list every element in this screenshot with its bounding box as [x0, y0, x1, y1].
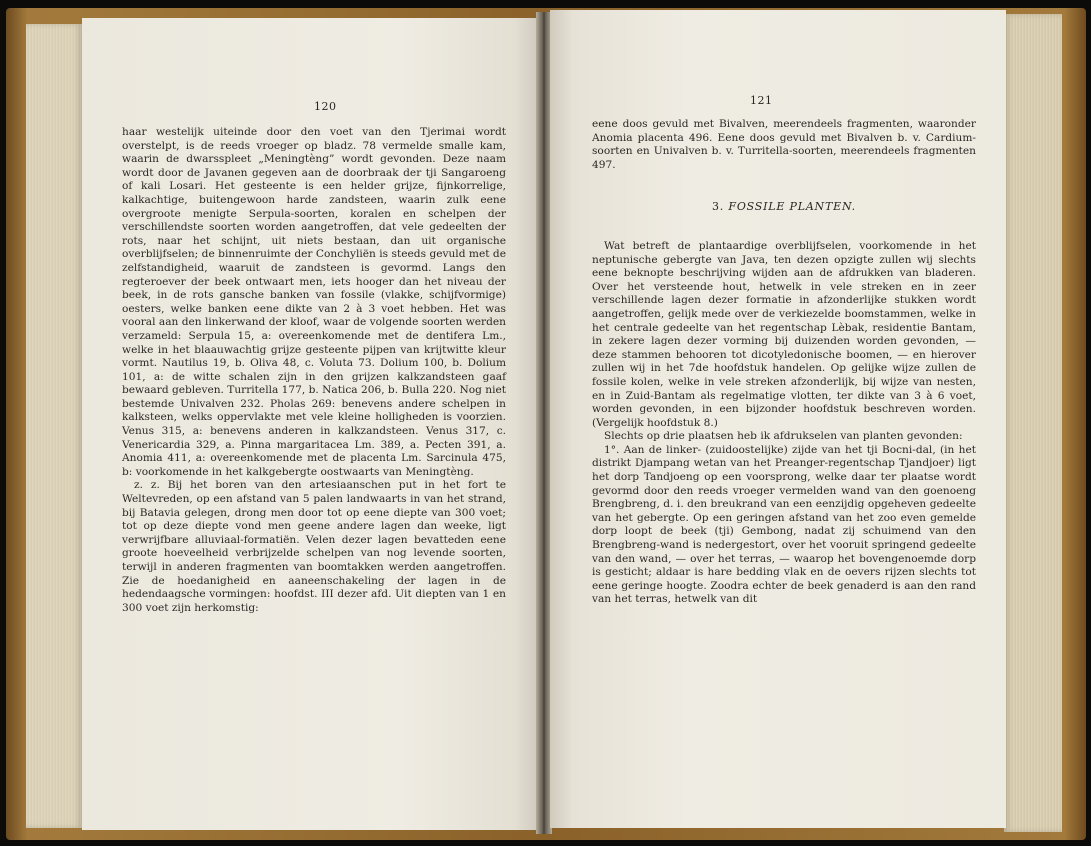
- section-heading-number: 3.: [712, 200, 725, 214]
- right-page-edges: [1004, 14, 1062, 832]
- left-page-edges: [26, 24, 82, 828]
- left-paragraph-1: haar westelijk uiteinde door den voet van den Tjerimai wordt overstelpt, is de reeds vroeger op bladz. 78 vermelde smalle kam, waarin de dwarsspleet „Meningtèng” wordt gevonden. Deze naam wordt door de Javanen gegeven aan de doorbraak der tji Sangaroeng of kali Losari. Het gesteente is een helder grijze, fijnkorrelige, kalkachtige, buitengewoon harde zandsteen, waarin zulk eene overgroote menigte Serpula-soorten, koralen en schelpen der verschillendste soorten worden aangetroffen, dat vele gedeelten der rots, naar het schijnt, uit niets bestaan, dan uit organische overblijfselen; de binnenruimte der Conchyliën is steeds gevuld met de zelfstandigheid, waaruit de zandsteen is gevormd. Langs den regteroever der beek ontwaart men, iets hooger dan het niveau der beek, in de rots gansche banken van fossile (vlakke, schijfvormige) oesters, welke banken eene dikte van 2 à 3 voet hebben. Het was vooral aan den linkerwand der kloof, waar de volgende soorten werden verzameld: Serpula 15, a: overeenkomende met de dentifera Lm., welke in het blaauwachtig grijze gesteente pijpen van krijtwitte kleur vormt. Nautilus 19, b. Oliva 48, c. Voluta 73. Dolium 100, b. Dolium 101, a: de witte schalen zijn in den grijzen kalkzandsteen gaaf bewaard gebleven. Turritella 177, b. Natica 206, b. Bulla 220. Nog niet bestemde Univalven 232. Pholas 269: benevens andere schelpen in kalksteen, welks oppervlakte met vele kleine holligheden is voorzien. Venus 315, a: benevens anderen in kalkzandsteen. Venus 317, c. Venericardia 329, a. Pinna margaritacea Lm. 389, a. Pecten 391, a. Anomia 411, a: overeenkomende met de placenta Lm. Sarcinula 475, b: voorkomende in het kalkgebergte oostwaarts van Meningtèng.: [122, 126, 507, 478]
- left-page-body: [122, 126, 506, 615]
- right-page: [550, 10, 1006, 828]
- left-page: [82, 18, 538, 830]
- right-paragraph-1: Wat betreft de plantaardige overblijfselen, voorkomende in het neptunische gebergte van Java, ten dezen opzigte zullen wij slechts eene beknopte beschrijving wijden aan de afdrukken van bladeren. Over het versteende hout, hetwelk in vele streken en in zeer verschillende lagen dezer formatie in afzonderlijke stukken wordt aangetroffen, gelijk mede over de verkiezelde boomstammen, welke in het centrale gedeelte van het regentschap Lèbak, residentie Bantam, in zekere lagen dezer vorming bij duizenden worden gevonden, — deze stammen behooren tot dicotyledonische boomen, — en hierover zullen wij in het 7de hoofdstuk handelen. Op gelijke wijze zullen de fossile kolen, welke in vele streken afzonderlijk, bij wijze van nesten, en in Zuid-Bantam als regelmatige vlotten, ter dikte van 3 à 6 voet, worden gevonden, in een bijzonder hoofdstuk beschreven worden. (Vergelijk hoofdstuk 8.): [592, 239, 976, 429]
- left-page-number: 120: [314, 100, 337, 113]
- section-heading-title: FOSSILE PLANTEN.: [728, 200, 856, 214]
- right-paragraph-3: 1°. Aan de linker- (zuidoostelijke) zijde van het tji Bocni-dal, (in het distrikt Djampang wetan van het Preanger-regentschap Tjandjoer) ligt het dorp Tandjoeng op een voorsprong, welke daar ter plaatse wordt gevormd door den reeds vroeger vermelden wand van den goenoeng Brengbreng, d. i. den breukrand van een eenzijdig opgeheven gedeelte van het gebergte. Op een geringen afstand van het zoo even gemelde dorp loopt de beek (tji) Gembong, nadat zij schuimend van den Brengbreng-wand is nedergestort, over het vooruit springend gedeelte van den wand, — over het terras, — waarop het bovengenoemde dorp is gesticht; aldaar is hare bedding vlak en de oevers rijzen slechts tot eene geringe hoogte. Zoodra echter de beek genaderd is aan den rand van het terras, hetwelk van dit: [592, 443, 976, 606]
- right-page-body: [592, 118, 976, 607]
- right-page-number: 121: [750, 94, 773, 107]
- right-intro-paragraph: eene doos gevuld met Bivalven, meerendeels fragmenten, waaronder Anomia placenta 496. Eene doos gevuld met Bivalven b. v. Cardium-soorten en Univalven b. v. Turritella-soorten, meerendeels fragmenten 497.: [592, 118, 976, 171]
- section-heading: [592, 200, 976, 214]
- left-paragraph-2: z. z. Bij het boren van den artesiaanschen put in het fort te Weltevreden, op een afstand van 5 palen landwaarts in van het strand, bij Batavia gelegen, drong men door tot op eene diepte van 300 voet; tot op deze diepte vond men geene andere lagen dan weeke, ligt verwrijfbare alluviaal-formatiën. Velen dezer lagen bevatteden eene groote hoeveelheid verbrijzelde schelpen van nog levende soorten, terwijl in anderen fragmenten van boomtakken werden aangetroffen. Zie de hoedanigheid en aaneenschakeling der lagen in de hedendaagsche vormingen: hoofdst. III dezer afd. Uit diepten van 1 en 300 voet zijn herkomstig:: [122, 479, 506, 614]
- right-paragraph-2: Slechts op drie plaatsen heb ik afdrukselen van planten gevonden:: [604, 430, 963, 443]
